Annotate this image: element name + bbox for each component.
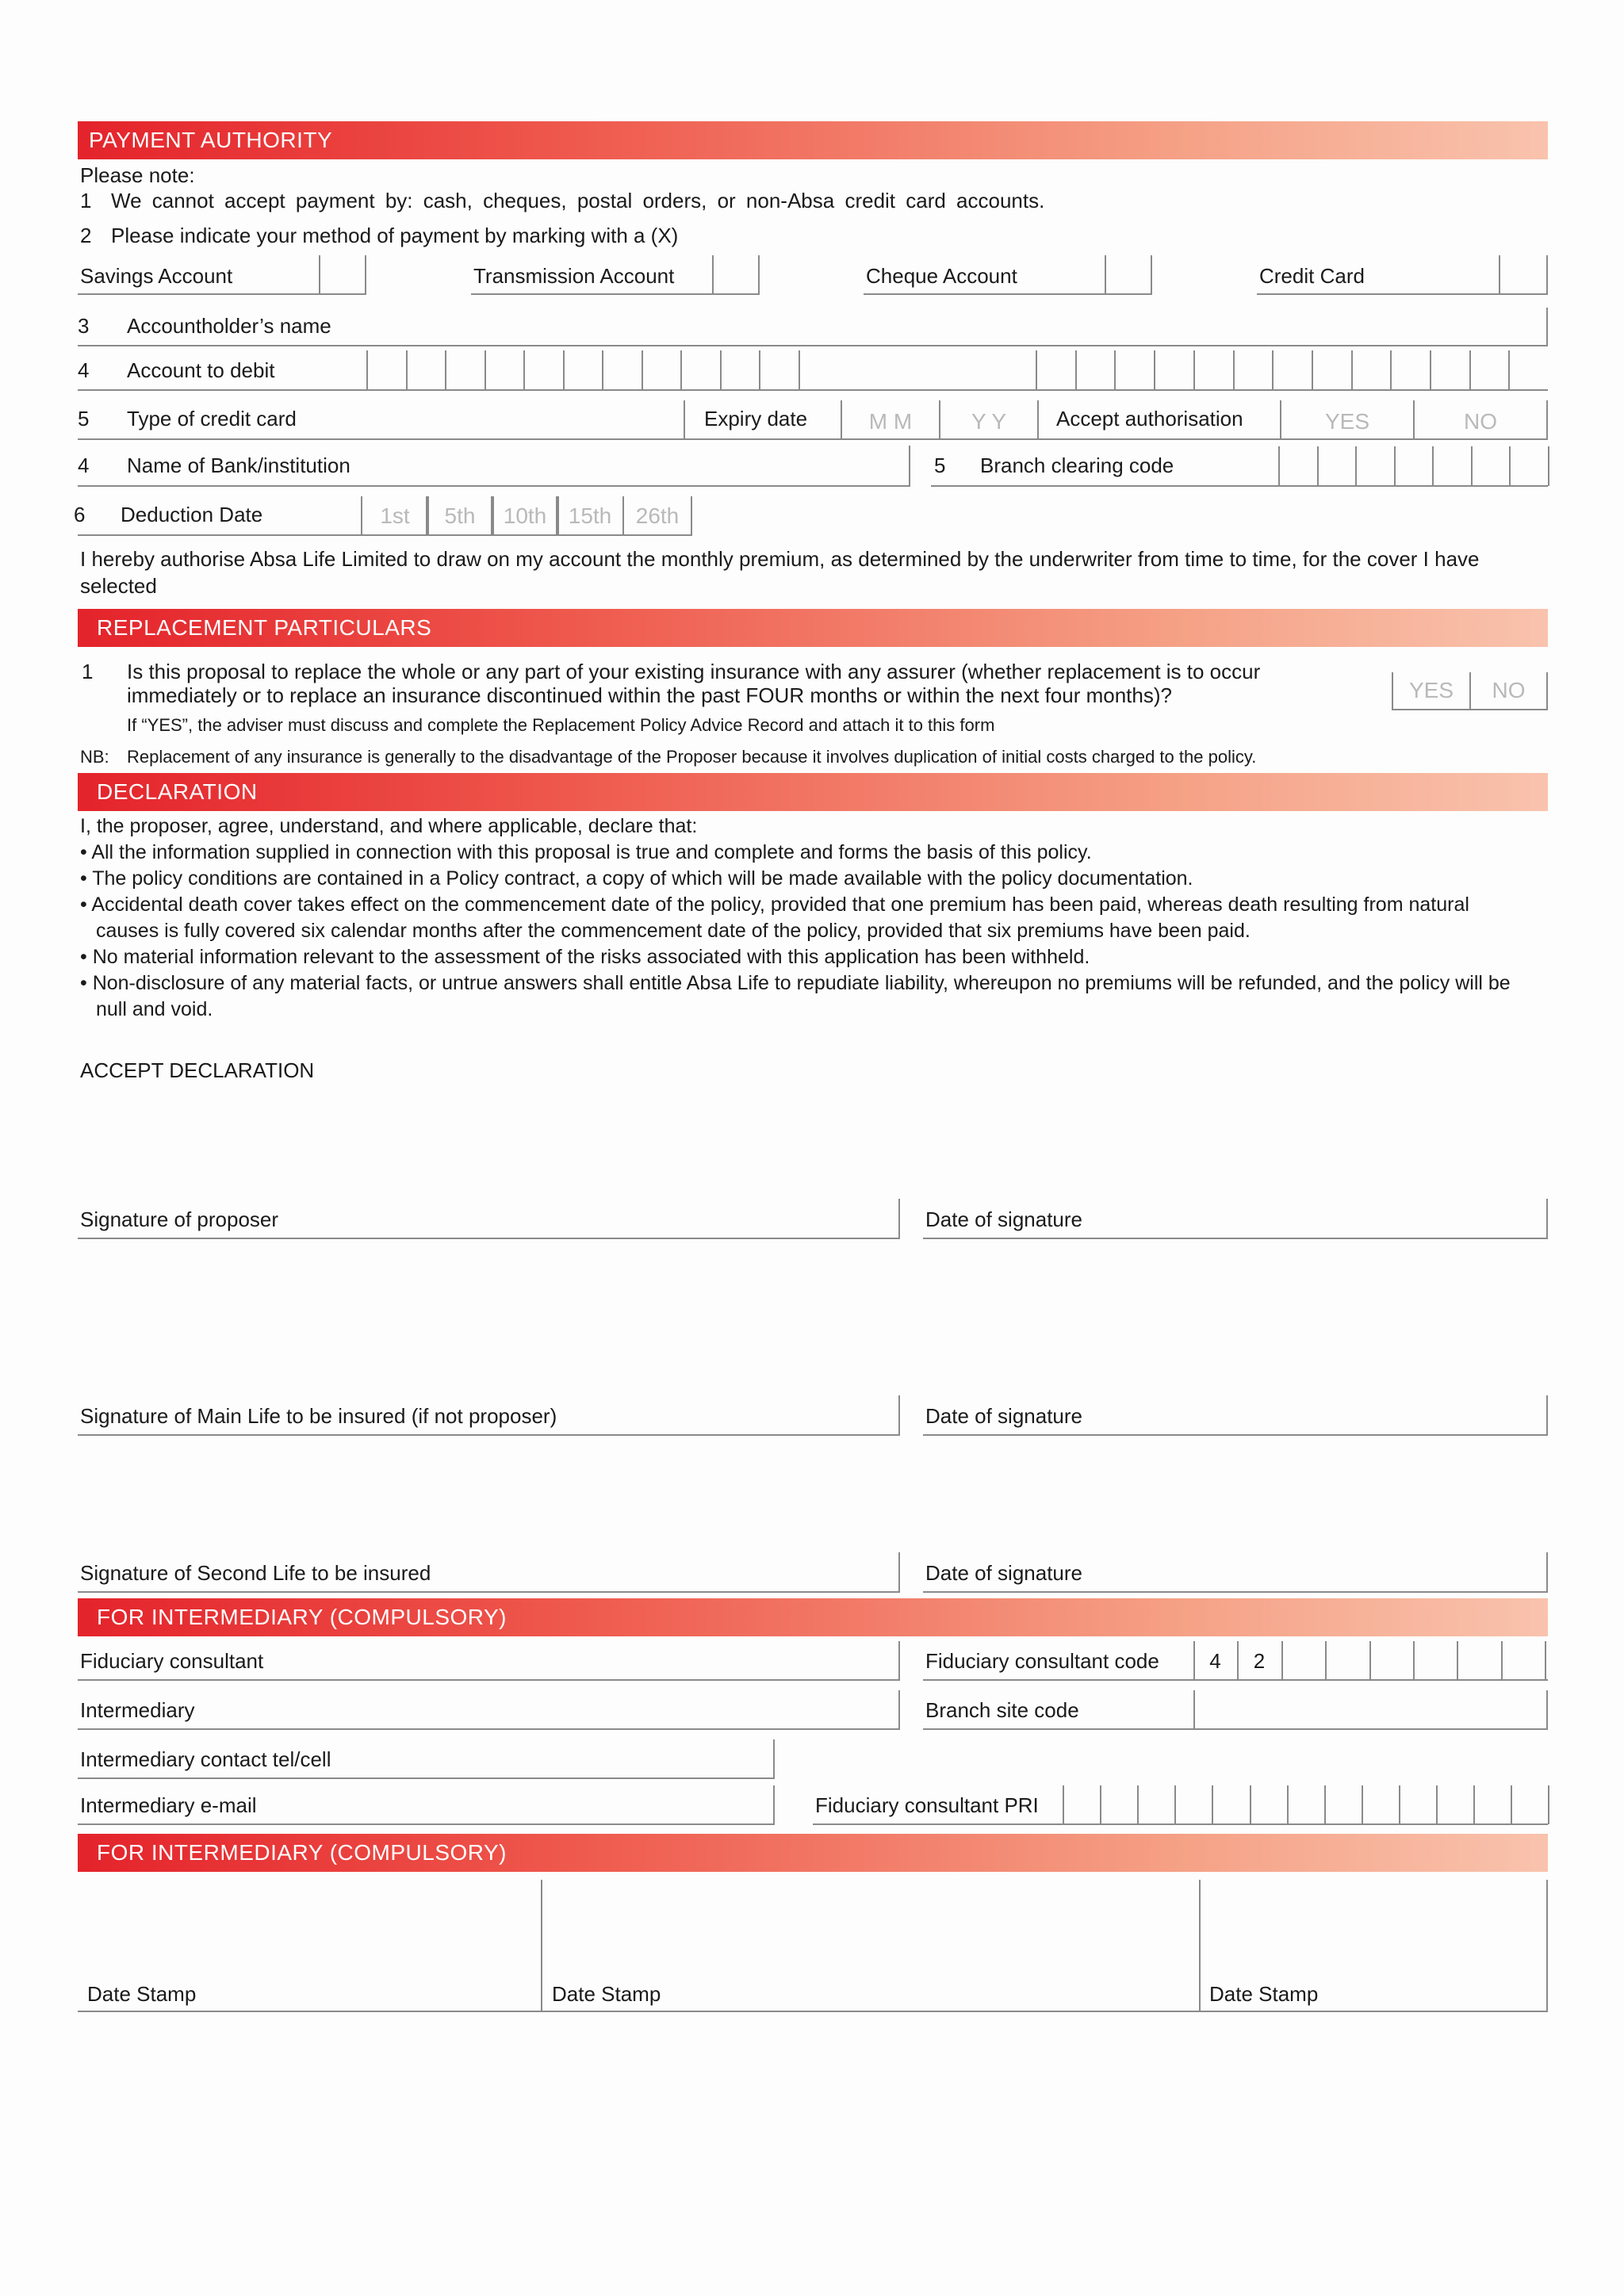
no-label: NO (1492, 678, 1526, 702)
please-note: Please note: (80, 163, 195, 187)
option-label: 15th (568, 503, 612, 528)
deduction-option-1st[interactable] (361, 496, 429, 536)
authorisation-text: I hereby authorise Absa Life Limited to draw on my account the monthly premium, as determined by the underwriter from time to time, for the cover I have (80, 547, 1480, 571)
divider (1546, 308, 1548, 346)
signature-date-field[interactable] (923, 1552, 1548, 1593)
pri-cell-divider (1324, 1785, 1326, 1824)
nb-label: NB: (80, 747, 109, 767)
pri-cell-divider (1399, 1785, 1400, 1824)
note-text: Please indicate your method of payment by marking with a (X) (111, 224, 679, 247)
method-cheque-label: Cheque Account (866, 264, 1017, 288)
method-creditcard-label: Credit Card (1259, 264, 1365, 288)
note-number: 1 (80, 189, 92, 212)
question-number: 1 (82, 660, 94, 683)
contact-input[interactable] (78, 1739, 775, 1779)
signature-proposer-label: Signature of proposer (80, 1207, 279, 1231)
debit-cell-divider (485, 350, 486, 390)
replacement-yes-checkbox[interactable] (1392, 672, 1471, 710)
date-stamp-label: Date Stamp (552, 1982, 661, 2006)
pri-cell-divider (1137, 1785, 1139, 1824)
option-label: 1st (380, 503, 410, 528)
declaration-intro: I, the proposer, agree, understand, and where applicable, declare that: (80, 815, 698, 837)
field-number: 4 (78, 358, 90, 382)
deduction-date-label: Deduction Date (121, 503, 263, 526)
date-of-signature-label: Date of signature (925, 1561, 1083, 1585)
debit-cell-divider (602, 350, 603, 390)
debit-cell-divider (563, 350, 565, 390)
section-header-intermediary (78, 1598, 1548, 1636)
replacement-no-checkbox[interactable] (1469, 672, 1548, 710)
expiry-date-field (684, 400, 842, 440)
debit-cell-divider (1036, 350, 1037, 390)
branch-cell-divider (1432, 446, 1434, 486)
fiduciary-consultant-input[interactable] (78, 1641, 900, 1681)
credit-card-type-input[interactable] (78, 438, 684, 440)
intermediary-input[interactable] (78, 1690, 900, 1730)
bank-name-input[interactable] (78, 485, 910, 487)
deduction-option-15th[interactable] (556, 496, 624, 536)
pri-cell-divider (1436, 1785, 1438, 1824)
expiry-date-label: Expiry date (704, 407, 808, 430)
debit-cell-divider (1312, 350, 1313, 390)
year-placeholder: Y Y (971, 409, 1007, 434)
section-title: FOR INTERMEDIARY (COMPULSORY) (97, 1840, 508, 1865)
debit-cell-divider (1233, 350, 1235, 390)
code-cell-divider (1545, 1641, 1546, 1680)
option-label: 26th (635, 503, 680, 528)
signature-date-field[interactable] (923, 1199, 1548, 1239)
divider (541, 1880, 542, 2011)
yes-label: YES (1324, 409, 1370, 434)
divider (909, 446, 910, 486)
underline (931, 485, 1548, 487)
deduction-option-5th[interactable] (426, 496, 494, 536)
deduction-option-10th[interactable] (491, 496, 559, 536)
replacement-question: immediately or to replace an insurance discontinued within the past FOUR months or within the next four months)? (127, 683, 1172, 707)
branch-cell-divider (1548, 446, 1549, 486)
authorisation-text: selected (80, 574, 157, 598)
section-title: REPLACEMENT PARTICULARS (97, 615, 432, 640)
code-cell-divider (1325, 1641, 1327, 1680)
pri-cell-divider (1548, 1785, 1549, 1824)
code-cell-divider (1369, 1641, 1371, 1680)
debit-cell-divider (406, 350, 408, 390)
account-to-debit-label: Account to debit (127, 358, 275, 382)
signature-second-life-field[interactable] (78, 1552, 900, 1593)
expiry-month-input[interactable] (841, 400, 940, 440)
branch-site-code-label: Branch site code (925, 1698, 1079, 1722)
method-creditcard-checkbox[interactable] (1499, 255, 1548, 295)
expiry-year-input[interactable] (939, 400, 1039, 440)
debit-cell-divider (445, 350, 446, 390)
yes-label: YES (1408, 678, 1454, 702)
fiduciary-consultant-label: Fiduciary consultant (80, 1649, 264, 1673)
month-placeholder: M M (868, 409, 913, 434)
branch-clearing-code-label: Branch clearing code (980, 453, 1174, 477)
method-cheque-checkbox[interactable] (1105, 255, 1152, 295)
fiduciary-code-label: Fiduciary consultant code (925, 1649, 1159, 1673)
pri-cell-divider (1511, 1785, 1512, 1824)
nb-text: Replacement of any insurance is generally to the disadvantage of the Proposer because it involves duplication of initial costs charged to the policy. (127, 747, 1257, 767)
code-cell-divider (1281, 1641, 1283, 1680)
field-number: 4 (78, 453, 90, 477)
option-label: 5th (444, 503, 476, 528)
replacement-note: If “YES”, the adviser must discuss and complete the Replacement Policy Advice Record and attach it to this form (127, 715, 995, 735)
debit-cell-divider (1351, 350, 1353, 390)
date-stamp-label: Date Stamp (87, 1982, 197, 2006)
code-digit: 2 (1253, 1649, 1266, 1673)
method-transmission-checkbox[interactable] (712, 255, 760, 295)
branch-cell-divider (1278, 446, 1280, 486)
note-text: We cannot accept payment by: cash, cheques, postal orders, or non-Absa credit card accounts. (111, 189, 1045, 212)
debit-cell-divider (366, 350, 368, 390)
accountholder-name-input[interactable] (78, 345, 1548, 346)
code-cell-divider (1457, 1641, 1458, 1680)
accept-no-checkbox[interactable] (1413, 400, 1548, 440)
date-of-signature-label: Date of signature (925, 1207, 1083, 1231)
debit-cell-divider (680, 350, 682, 390)
stamp-row (78, 1880, 1548, 2012)
section-header-stamps (78, 1834, 1548, 1872)
debit-cell-divider (1430, 350, 1431, 390)
signature-proposer-field[interactable] (78, 1199, 900, 1239)
section-title: PAYMENT AUTHORITY (89, 128, 333, 152)
note-number: 2 (80, 224, 92, 247)
branch-cell-divider (1317, 446, 1319, 486)
branch-cell-divider (1509, 446, 1511, 486)
code-cell-divider (1501, 1641, 1503, 1680)
underline (923, 1679, 1548, 1681)
field-number: 5 (934, 453, 946, 477)
debit-cell-divider (1075, 350, 1077, 390)
debit-cell-divider (642, 350, 643, 390)
accountholder-name-label: Accountholder’s name (127, 314, 331, 338)
field-number: 5 (78, 407, 90, 430)
debit-cell-divider (1154, 350, 1155, 390)
fiduciary-pri-label: Fiduciary consultant PRI (815, 1793, 1039, 1817)
debit-cell-divider (720, 350, 722, 390)
accept-declaration-label: ACCEPT DECLARATION (80, 1058, 315, 1082)
option-label: 10th (503, 503, 547, 528)
declaration-item: • Non-disclosure of any material facts, or untrue answers shall entitle Absa Life to repudiate liability, whereupon no premiums will be refunded, and the policy will be (80, 972, 1511, 994)
branch-cell-divider (1355, 446, 1357, 486)
branch-cell-divider (1471, 446, 1473, 486)
section-header-declaration (78, 773, 1548, 811)
email-label: Intermediary e-mail (80, 1793, 257, 1817)
section-title: DECLARATION (97, 779, 258, 804)
replacement-question: Is this proposal to replace the whole or any part of your existing insurance with any assurer (whether replacement is to occur (127, 660, 1261, 683)
deduction-option-26th[interactable] (622, 496, 692, 536)
signature-main-life-field[interactable] (78, 1395, 900, 1436)
field-number: 6 (74, 503, 86, 526)
signature-second-life-label: Signature of Second Life to be insured (80, 1561, 431, 1585)
debit-cell-divider (523, 350, 525, 390)
debit-cell-divider (759, 350, 760, 390)
declaration-item: null and void. (96, 998, 213, 1020)
section-header-payment-authority (78, 121, 1548, 159)
pri-cell-divider (1063, 1785, 1064, 1824)
accept-authorisation-field (1037, 400, 1281, 440)
debit-cell-divider (1508, 350, 1510, 390)
intermediary-label: Intermediary (80, 1698, 195, 1722)
date-stamp-label: Date Stamp (1209, 1982, 1319, 2006)
email-input[interactable] (78, 1785, 775, 1825)
no-label: NO (1464, 409, 1497, 434)
date-of-signature-label: Date of signature (925, 1404, 1083, 1428)
debit-cell-divider (1272, 350, 1274, 390)
debit-cell-divider (1469, 350, 1471, 390)
method-transmission-label: Transmission Account (473, 264, 675, 288)
bank-name-label: Name of Bank/institution (127, 453, 350, 477)
section-header-replacement (78, 609, 1548, 647)
branch-cell-divider (1394, 446, 1396, 486)
declaration-item: • No material information relevant to the assessment of the risks associated with this application has been withheld. (80, 946, 1090, 968)
declaration-item: • The policy conditions are contained in a Policy contract, a copy of which will be made available with the policy documentation. (80, 867, 1193, 890)
accept-authorisation-label: Accept authorisation (1056, 407, 1243, 430)
pri-cell-divider (1362, 1785, 1363, 1824)
signature-main-life-label: Signature of Main Life to be insured (if not proposer) (80, 1404, 557, 1428)
pri-cell-divider (1250, 1785, 1251, 1824)
field-number: 3 (78, 314, 90, 338)
signature-date-field[interactable] (923, 1395, 1548, 1436)
pri-cell-divider (1212, 1785, 1213, 1824)
underline (78, 389, 1548, 391)
debit-cell-divider (1114, 350, 1116, 390)
accept-yes-checkbox[interactable] (1280, 400, 1415, 440)
divider (1199, 1880, 1201, 2011)
credit-card-type-label: Type of credit card (127, 407, 297, 430)
branch-site-code-input[interactable] (1193, 1690, 1548, 1730)
declaration-item: • All the information supplied in connection with this proposal is true and complete and forms the basis of this policy. (80, 841, 1092, 863)
declaration-item: • Accidental death cover takes effect on the commencement date of the policy, provided that one premium has been paid, whereas death resulting from natural (80, 894, 1469, 916)
pri-cell-divider (1473, 1785, 1475, 1824)
debit-cell-divider (1390, 350, 1392, 390)
pri-cell-divider (1287, 1785, 1289, 1824)
section-title: FOR INTERMEDIARY (COMPULSORY) (97, 1605, 508, 1629)
code-digit: 4 (1209, 1649, 1221, 1673)
method-savings-checkbox[interactable] (319, 255, 366, 295)
pri-cell-divider (1100, 1785, 1101, 1824)
pri-cell-divider (1174, 1785, 1176, 1824)
debit-cell-divider (1193, 350, 1195, 390)
debit-cell-divider (799, 350, 800, 390)
contact-label: Intermediary contact tel/cell (80, 1747, 331, 1771)
declaration-item: causes is fully covered six calendar months after the commencement date of the policy, provided that six premiums have been paid. (96, 920, 1251, 942)
code-cell-divider (1413, 1641, 1415, 1680)
divider (1546, 1880, 1548, 2011)
method-savings-label: Savings Account (80, 264, 233, 288)
